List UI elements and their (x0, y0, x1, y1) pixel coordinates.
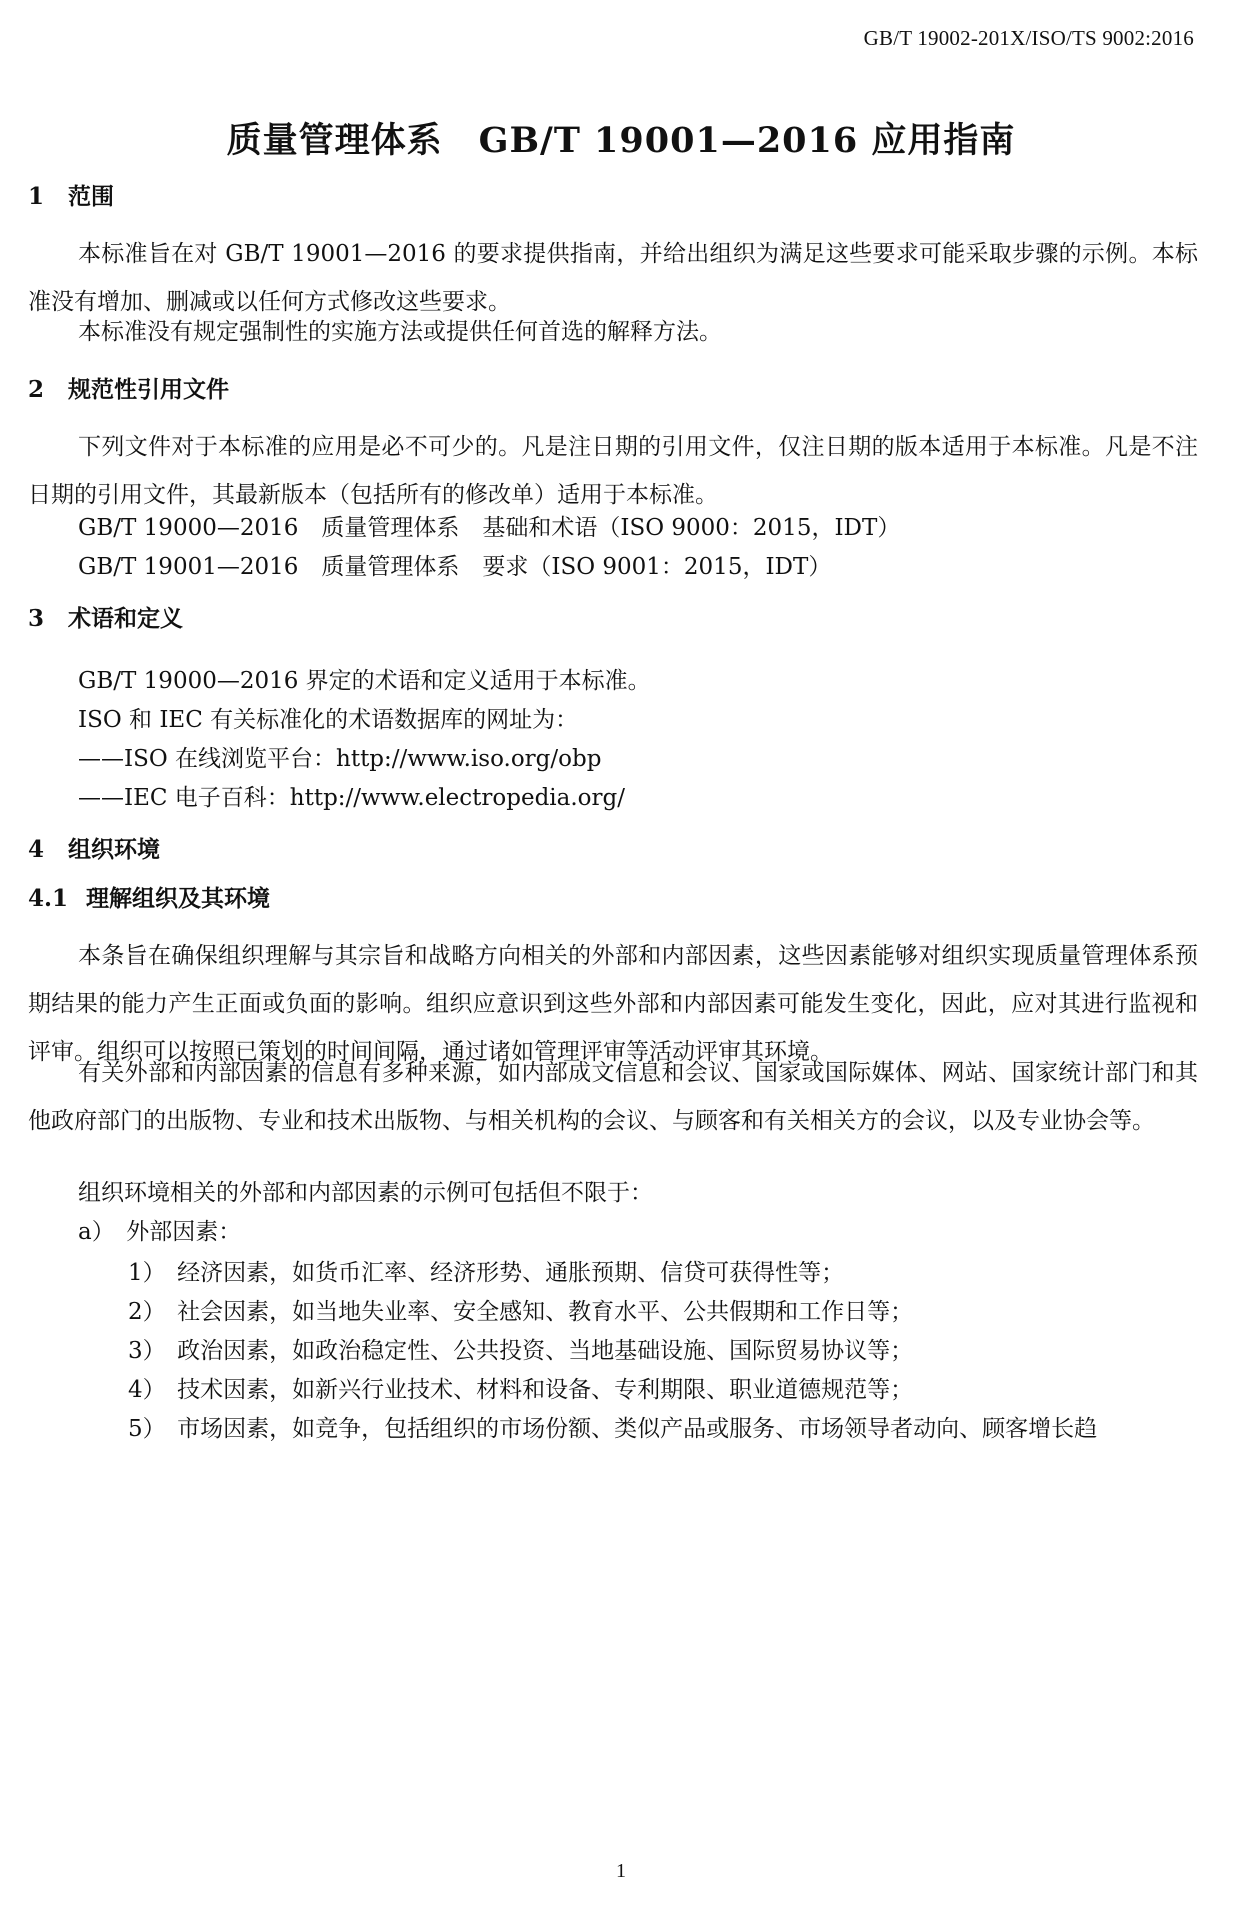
section-1-heading (28, 178, 114, 211)
section-title: 规范性引用文件 (68, 376, 229, 403)
section-number: 3 (28, 605, 45, 632)
section-title: 理解组织及其环境 (86, 885, 270, 912)
section-1-paragraph-2: 本标准没有规定强制性的实施方法或提供任何首选的解释方法。 (78, 319, 722, 345)
normative-reference-2: GB/T 19001—2016 质量管理体系 要求（ISO 9001：2015，IDT） (78, 554, 832, 580)
section-title: 组织环境 (68, 836, 160, 863)
section-1-paragraph-1: 本标准旨在对 GB/T 19001—2016 的要求提供指南，并给出组织为满足这些要求可能采取步骤的示例。本标准没有增加、删减或以任何方式修改这些要求。 (28, 241, 1198, 315)
section-2-heading (28, 371, 229, 404)
section-title: 范围 (68, 183, 114, 210)
list-subitem: 2） 社会因素，如当地失业率、安全感知、教育水平、公共假期和工作日等； (128, 1299, 914, 1325)
term-database-iso: ——ISO 在线浏览平台：http://www.iso.org/obp (78, 746, 602, 772)
page-number: 1 (616, 1860, 626, 1882)
section-4-heading (28, 831, 160, 864)
document-title: 质量管理体系 GB/T 19001—2016 应用指南 (226, 120, 1016, 161)
section-number: 4 (28, 836, 45, 863)
list-subitem: 4） 技术因素，如新兴行业技术、材料和设备、专利期限、职业道德规范等； (128, 1377, 914, 1403)
list-subitem: 5） 市场因素，如竞争，包括组织的市场份额、类似产品或服务、市场领导者动向、顾客增长趋 (128, 1416, 1098, 1442)
list-subitem: 3） 政治因素，如政治稳定性、公共投资、当地基础设施、国际贸易协议等； (128, 1338, 914, 1364)
section-4-1-heading (28, 880, 270, 913)
document-code-header: GB/T 19002-201X/ISO/TS 9002:2016 (863, 26, 1194, 50)
section-3-paragraph-2: ISO 和 IEC 有关标准化的术语数据库的网址为： (78, 707, 579, 733)
section-3-heading (28, 600, 183, 633)
section-4-1-paragraph-1: 本条旨在确保组织理解与其宗旨和战略方向相关的外部和内部因素，这些因素能够对组织实现质量管理体系预期结果的能力产生正面或负面的影响。组织应意识到这些外部和内部因素可能发生变化，因此，应对其进行监视和评审。组织可以按照已策划的时间间隔，通过诸如管理评审等活动评审其环境。 (28, 943, 1198, 1065)
section-number: 4.1 (28, 885, 69, 912)
section-4-1-paragraph-3: 组织环境相关的外部和内部因素的示例可包括但不限于： (78, 1180, 653, 1206)
section-title: 术语和定义 (68, 605, 183, 632)
section-3-paragraph-1: GB/T 19000—2016 界定的术语和定义适用于本标准。 (78, 668, 651, 694)
section-4-1-paragraph-2: 有关外部和内部因素的信息有多种来源，如内部成文信息和会议、国家或国际媒体、网站、国家统计部门和其他政府部门的出版物、专业和技术出版物、与相关机构的会议、与顾客和有关相关方的会议，以及专业协会等。 (28, 1060, 1198, 1134)
normative-reference-1: GB/T 19000—2016 质量管理体系 基础和术语（ISO 9000：2015，IDT） (78, 515, 901, 541)
list-item-a: a） 外部因素： (78, 1219, 242, 1245)
section-number: 2 (28, 376, 45, 403)
section-number: 1 (28, 183, 45, 210)
term-database-iec: ——IEC 电子百科：http://www.electropedia.org/ (78, 785, 625, 811)
section-2-paragraph-1: 下列文件对于本标准的应用是必不可少的。凡是注日期的引用文件，仅注日期的版本适用于本标准。凡是不注日期的引用文件，其最新版本（包括所有的修改单）适用于本标准。 (28, 434, 1198, 508)
list-subitem: 1） 经济因素，如货币汇率、经济形势、通胀预期、信贷可获得性等； (128, 1260, 845, 1286)
